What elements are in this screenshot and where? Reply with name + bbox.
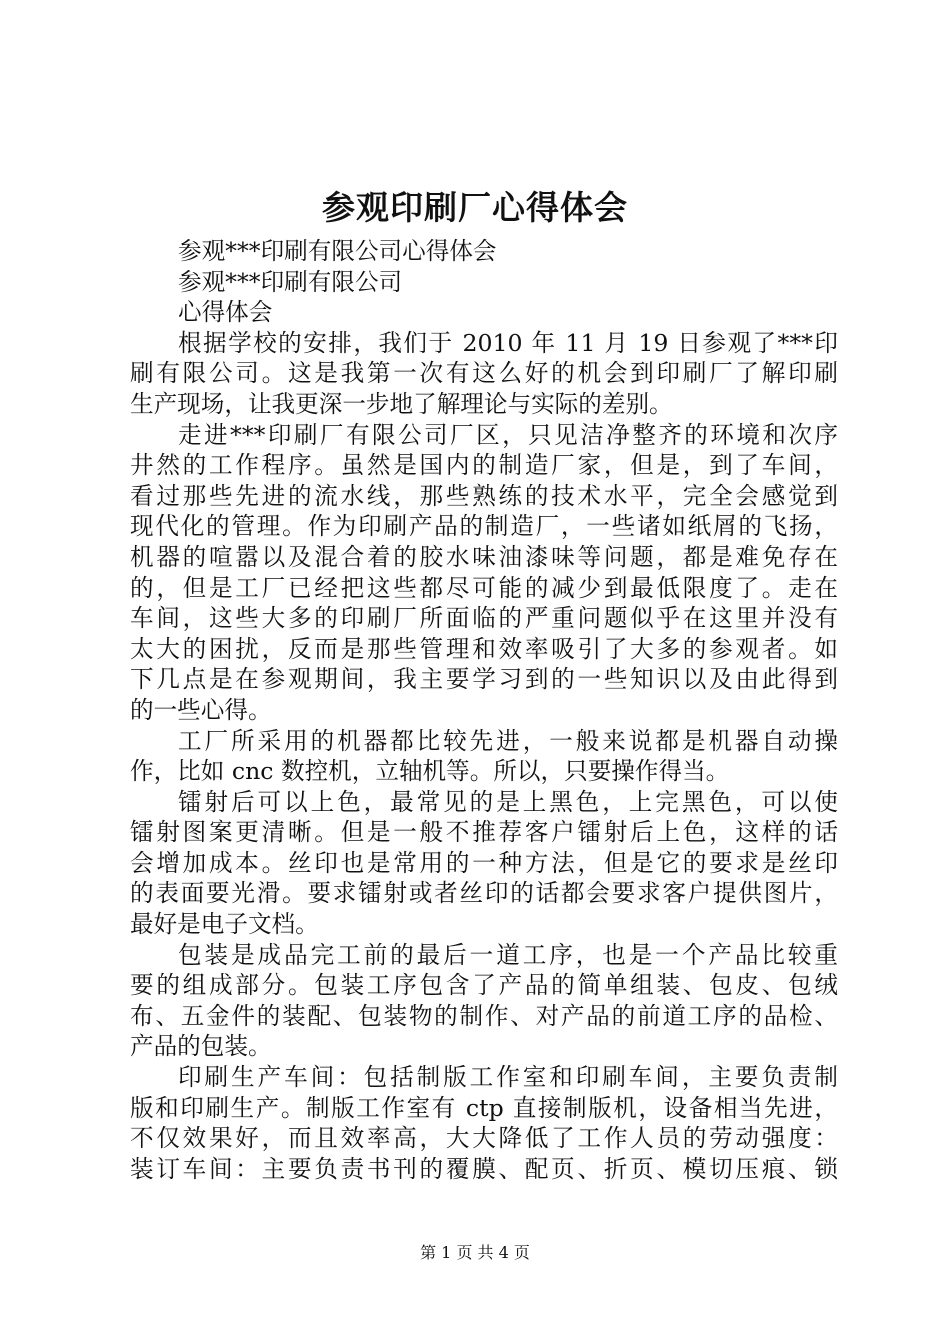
paragraph-line: 要的组成部分。包装工序包含了产品的简单组装、包皮、包绒 [130,971,838,1000]
paragraph-line: 的一些心得。 [130,695,272,724]
paragraph-line: 刷有限公司。这是我第一次有这么好的机会到印刷厂了解印刷 [130,359,838,388]
document-title: 参观印刷厂心得体会 [322,188,628,227]
paragraph-line: 的，但是工厂已经把这些都尽可能的减少到最低限度了。走在 [130,573,838,602]
paragraph-line: 最好是电子文档。 [130,910,319,939]
paragraph-line: 井然的工作程序。虽然是国内的制造厂家，但是，到了车间， [130,451,838,480]
paragraph-line: 车间，这些大多的印刷厂所面临的严重问题似乎在这里并没有 [130,604,838,633]
paragraph-line: 下几点是在参观期间，我主要学习到的一些知识以及由此得到 [130,665,838,694]
paragraph-line: 看过那些先进的流水线，那些熟练的技术水平，完全会感觉到 [130,481,838,510]
paragraph-line: 工厂所采用的机器都比较先进，一般来说都是机器自动操 [178,726,838,755]
paragraph-line: 镭射图案更清晰。但是一般不推荐客户镭射后上色，这样的话 [130,818,838,847]
subtitle-line: 参观***印刷有限公司 [178,267,403,296]
paragraph-line: 布、五金件的装配、包装物的制作、对产品的前道工序的品检、 [130,1001,838,1030]
document-body [130,236,838,1184]
paragraph-line: 印刷生产车间：包括制版工作室和印刷车间，主要负责制 [178,1063,838,1092]
subtitle-line: 心得体会 [178,298,273,327]
page-number-footer: 第 1 页 共 4 页 [420,1243,530,1262]
paragraph-line: 走进***印刷厂有限公司厂区，只见洁净整齐的环境和次序 [178,420,838,449]
paragraph-line: 包装是成品完工前的最后一道工序，也是一个产品比较重 [178,940,838,969]
paragraph-line: 的表面要光滑。要求镭射或者丝印的话都会要求客户提供图片， [130,879,838,908]
paragraph-line: 太大的困扰，反而是那些管理和效率吸引了大多的参观者。如 [130,634,838,663]
paragraph-line: 根据学校的安排，我们于 2010 年 11 月 19 日参观了***印 [178,328,838,357]
paragraph-line: 产品的包装。 [130,1032,272,1061]
paragraph-line: 装订车间：主要负责书刊的覆膜、配页、折页、模切压痕、锁 [130,1154,838,1183]
subtitle-line: 参观***印刷有限公司心得体会 [178,237,497,265]
paragraph-line: 作，比如 cnc 数控机，立轴机等。所以，只要操作得当。 [130,757,730,786]
paragraph-line: 版和印刷生产。制版工作室有 ctp 直接制版机，设备相当先进， [130,1093,838,1122]
paragraph-line: 不仅效果好，而且效率高，大大降低了工作人员的劳动强度： [130,1124,838,1153]
paragraph-line: 机器的喧嚣以及混合着的胶水味油漆味等问题，都是难免存在 [130,542,838,571]
paragraph-line: 会增加成本。丝印也是常用的一种方法，但是它的要求是丝印 [130,848,838,877]
paragraph-line: 生产现场，让我更深一步地了解理论与实际的差别。 [130,389,673,418]
paragraph-line: 现代化的管理。作为印刷产品的制造厂，一些诸如纸屑的飞扬， [130,512,838,541]
paragraph-line: 镭射后可以上色，最常见的是上黑色，上完黑色，可以使 [178,787,838,816]
